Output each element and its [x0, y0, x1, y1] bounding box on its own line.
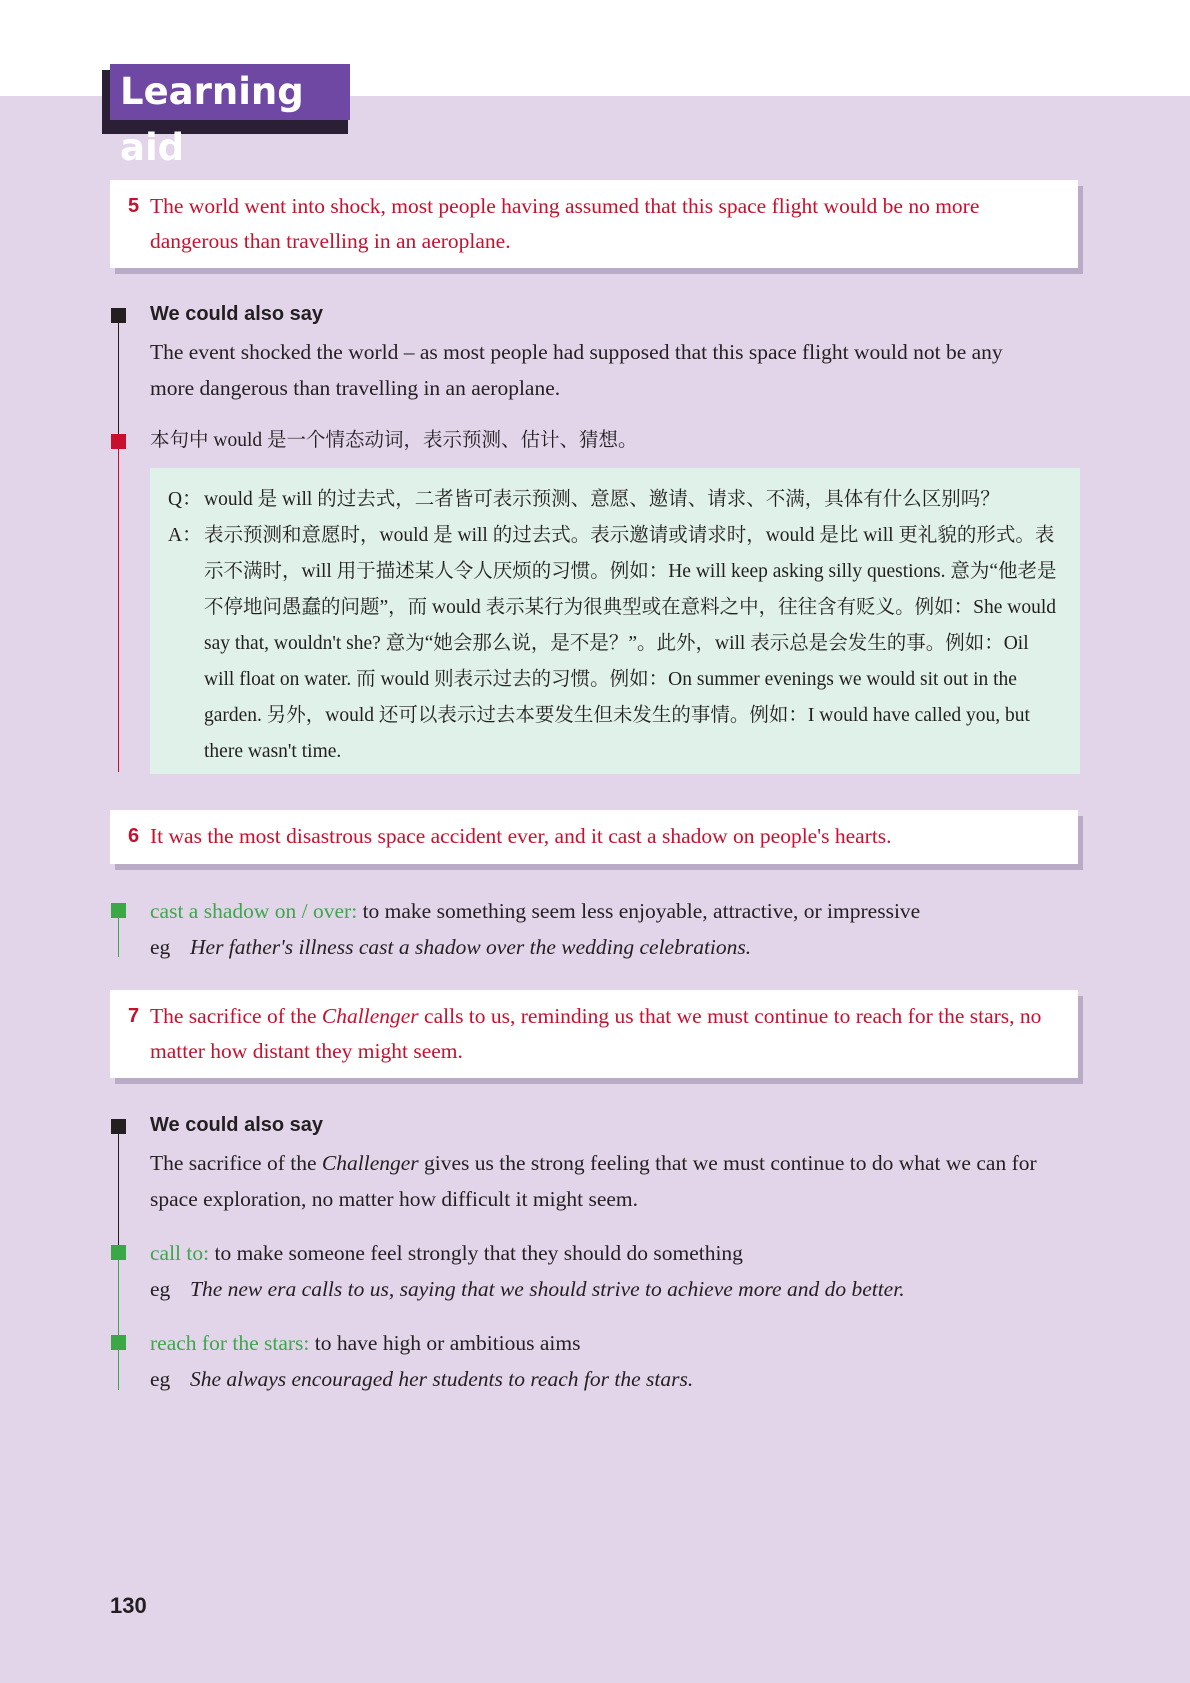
qa-box	[150, 468, 1080, 774]
vocab-entry	[150, 1325, 1050, 1361]
also-say-emphasis: Challenger	[321, 1151, 419, 1175]
sentence-number: 7	[128, 1005, 140, 1027]
also-say-text	[150, 1145, 1050, 1217]
bullet-square-icon	[111, 308, 126, 323]
vocab-definition: to have high or ambitious aims	[309, 1331, 581, 1355]
vocab-definition: to make someone feel strongly that they should do something	[209, 1241, 743, 1265]
note-line-red	[118, 447, 119, 772]
also-say-heading: We could also say	[150, 303, 324, 325]
sentence-text: It was the most disastrous space accident ever, and it cast a shadow on people's hearts.	[150, 824, 892, 848]
answer-row	[168, 518, 1060, 770]
vocab-entry	[150, 1235, 1050, 1271]
sentence-text: The world went into shock, most people having assumed that this space flight would be no more dangerous than travelling in an aeroplane.	[150, 194, 980, 253]
example-label: eg	[150, 1277, 171, 1301]
example-label: eg	[150, 1367, 171, 1391]
vocab-term: cast a shadow on / over:	[150, 899, 358, 923]
bullet-square-icon	[111, 1335, 126, 1350]
vocab-term: reach for the stars:	[150, 1331, 310, 1355]
page-number: 130	[110, 1593, 147, 1618]
sentence-7-box	[110, 990, 1078, 1078]
example-sentence	[150, 1361, 693, 1397]
question-tag: Q：	[168, 489, 202, 510]
also-say-text-part: gives us the strong feeling that we must continue to do what we can for space exploration, no matter how difficult it might seem.	[150, 1151, 1037, 1211]
vocab-definition: to make something seem less enjoyable, attractive, or impressive	[357, 899, 921, 923]
bullet-square-icon	[111, 1119, 126, 1134]
sentence-emphasis: Challenger	[321, 1004, 419, 1028]
sentence-text-part: calls to us, reminding us that we must continue to reach for the stars, no matter how distant they might seem.	[150, 1004, 1042, 1063]
question-text: would 是 will 的过去式，二者皆可表示预测、意愿、邀请、请求、不满，具体有什么区别吗？	[204, 489, 1000, 510]
sentence-text-part: The sacrifice of the	[150, 1004, 322, 1028]
answer-tag: A：	[168, 525, 202, 546]
example-text: The new era calls to us, saying that we should strive to achieve more and do better.	[190, 1277, 905, 1301]
example-sentence	[150, 929, 751, 965]
example-text: She always encouraged her students to reach for the stars.	[190, 1367, 694, 1391]
example-text: Her father's illness cast a shadow over the wedding celebrations.	[190, 935, 752, 959]
answer-text: 表示预测和意愿时，would 是 will 的过去式。表示邀请或请求时，would 是比 will 更礼貌的形式。表示不满时，will 用于描述某人令人厌烦的习惯。例如：He will keep asking silly questions. 意为“他老是不停地问愚蠢的问题”，而 would 表示某行为很典型或在意料之中，往往含有贬义。例如：She would say that, wouldn't she? 意为“她会那么说，是不是？”。此外，will 表示总是会发生的事。例如：Oil will float on water. 而 would 则表示过去的习惯。例如：On summer evenings we would sit out in the garden. 另外，would 还可以表示过去本要发生但未发生的事情。例如：I would have called you, but there wasn't time.	[204, 525, 1057, 762]
section-header	[102, 64, 342, 169]
vocab-term: call to:	[150, 1241, 210, 1265]
sentence-number: 6	[128, 825, 140, 847]
bullet-square-icon	[111, 903, 126, 918]
bullet-square-icon	[111, 1245, 126, 1260]
sentence-text	[150, 999, 1058, 1069]
note-line-green	[118, 1253, 119, 1390]
sentence-number: 5	[128, 195, 140, 217]
vocab-entry	[150, 893, 1050, 929]
page-title: Learning aid	[110, 64, 350, 120]
also-say-heading: We could also say	[150, 1114, 324, 1136]
sentence-5-box	[110, 180, 1078, 268]
sentence-6-box	[110, 810, 1078, 864]
example-label: eg	[150, 935, 171, 959]
example-sentence	[150, 1271, 905, 1307]
question-row	[168, 482, 1060, 518]
grammar-note: 本句中 would 是一个情态动词，表示预测、估计、猜想。	[150, 430, 638, 451]
also-say-text-part: The sacrifice of the	[150, 1151, 322, 1175]
bullet-square-icon	[111, 434, 126, 449]
also-say-text: The event shocked the world – as most people had supposed that this space flight would not be any more dangerous than travelling in an aeroplane.	[150, 340, 1003, 400]
